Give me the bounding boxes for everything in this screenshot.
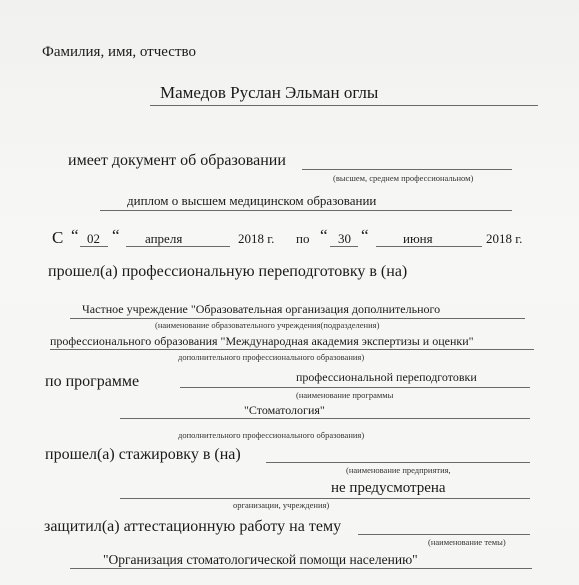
internship-hint-2: организации, учреждения) — [233, 500, 330, 510]
internship-hint-1: (наименование предприятия, — [346, 465, 451, 475]
thesis-value: "Организация стоматологической помощи населению" — [103, 552, 418, 567]
fio-underline — [150, 105, 538, 106]
period-quote-4: “ — [361, 226, 369, 245]
thesis-underline-2 — [70, 568, 532, 569]
period-to-prefix: по — [296, 231, 310, 246]
internship-underline-1 — [266, 462, 530, 463]
period-quote-2: “ — [112, 226, 120, 245]
education-underline-1 — [302, 169, 512, 170]
internship-underline-2 — [120, 498, 530, 499]
education-value: диплом о высшем медицинском образовании — [127, 193, 377, 208]
period-to-month: июня — [403, 231, 433, 246]
org-hint-2: дополнительного профессионального образования) — [178, 352, 365, 362]
period-from-day: 02 — [87, 231, 100, 246]
program-label: по программе — [45, 373, 140, 390]
program-value-1: профессиональной переподготовки — [296, 370, 477, 384]
education-underline-2 — [100, 210, 512, 211]
fio-label: Фамилия, имя, отчество — [42, 44, 196, 60]
program-hint-2: дополнительного профессионального образования) — [178, 430, 365, 440]
period-from-day-underline — [80, 246, 108, 247]
fio-value: Мамедов Руслан Эльман оглы — [160, 83, 379, 102]
period-to-year: 2018 г. — [486, 231, 523, 246]
period-from-year: 2018 г. — [238, 231, 275, 246]
org-line-1: Частное учреждение "Образовательная организация дополнительного — [82, 302, 441, 316]
thesis-underline-1 — [358, 534, 530, 535]
period-quote-1: “ — [71, 226, 79, 245]
education-hint: (высшем, среднем профессиональном) — [333, 173, 474, 183]
org-underline-2 — [50, 349, 534, 350]
period-from-month: апреля — [145, 231, 183, 246]
org-underline-1 — [70, 318, 525, 319]
org-line-2: профессионального образования "Международная академия экспертизы и оценки" — [50, 334, 474, 348]
program-underline-1 — [180, 387, 530, 388]
program-hint: (наименование программы — [296, 390, 394, 400]
period-from-prefix: С — [52, 228, 64, 247]
program-value-2: "Стоматология" — [244, 403, 325, 417]
program-underline-2 — [120, 418, 530, 419]
period-to-month-underline — [376, 246, 482, 247]
retraining-label: прошел(а) профессиональную переподготовку в (на) — [48, 263, 408, 280]
org-hint-1: (наименование образовательного учреждения(подразделения) — [155, 320, 380, 330]
period-to-day-underline — [330, 246, 358, 247]
internship-label: прошел(а) стажировку в (на) — [45, 446, 241, 463]
thesis-hint: (наименование темы) — [428, 537, 506, 547]
period-quote-3: “ — [320, 226, 328, 245]
period-to-day: 30 — [338, 231, 351, 246]
internship-value: не предусмотрена — [331, 480, 446, 496]
education-label: имеет документ об образовании — [68, 152, 286, 169]
period-from-month-underline — [126, 246, 230, 247]
thesis-label: защитил(а) аттестационную работу на тему — [44, 518, 342, 535]
